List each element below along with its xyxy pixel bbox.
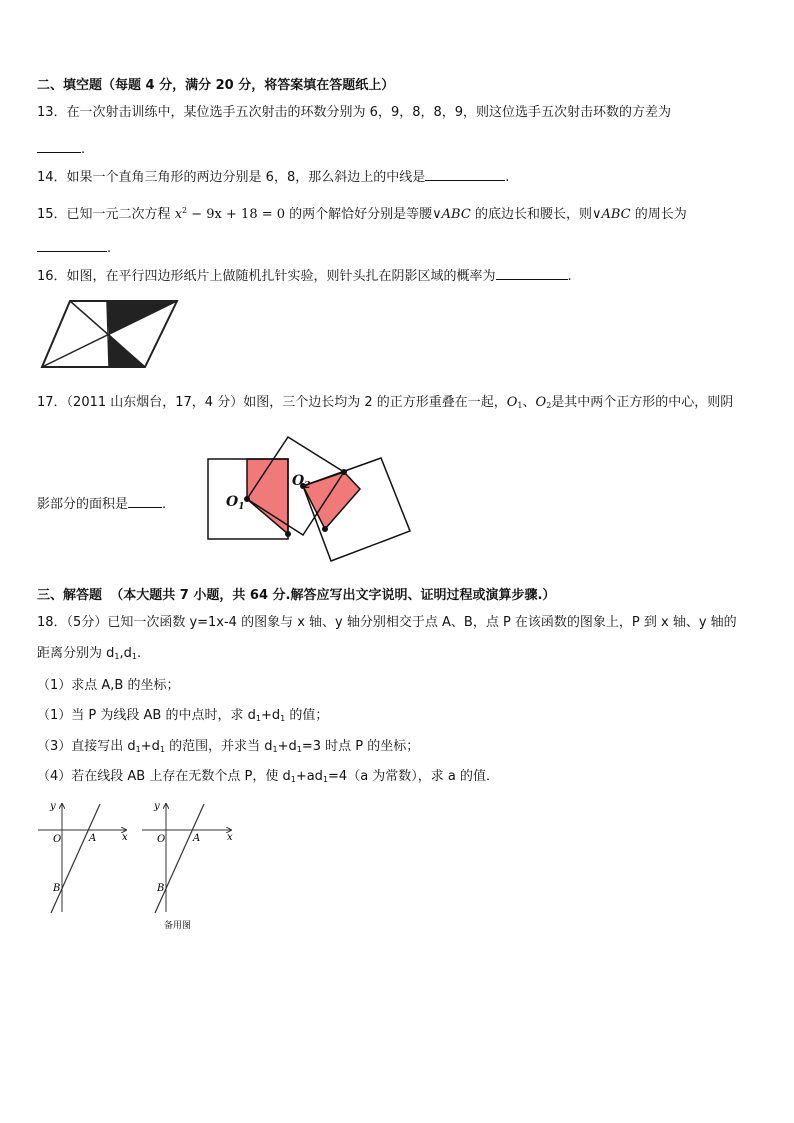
q18-p3-a: （3）直接写出 d [37,739,136,754]
q18-line2-sub2: 1 [131,652,137,661]
graph-2-x-label: x [227,832,233,843]
q18-p3-g: +d [277,739,297,754]
separator: 、 [522,395,536,410]
overlapping-squares-figure [200,432,415,567]
answer-blank-13[interactable] [37,139,81,153]
question-15-mid2: 的底边长和腰长，则 [470,207,592,222]
graph-2-y-label: y [154,801,160,812]
center-o2-subscript: 2 [546,401,552,410]
question-17-line2-text: 影部分的面积是 [37,497,129,512]
q18-p4-e: =4（a 为常数），求 a 的值． [328,769,500,784]
center-o1-subscript: 1 [517,401,523,410]
q18-line2-sub1: 1 [114,652,120,661]
question-14-text: 14．如果一个直角三角形的两边分别是 6，8，那么斜边上的中线是 [37,170,426,185]
graph-2 [142,801,233,931]
parallelogram-figure [40,296,180,371]
point-o1 [244,496,250,502]
q18-line2-end: . [136,646,142,661]
question-13 [37,104,671,122]
graph-1-point-b: B [53,883,61,894]
shaded-region-1 [247,459,288,534]
answer-blank-16[interactable] [496,266,568,280]
question-15 [37,202,687,224]
center-o1: O [506,395,518,410]
question-18-part-1: （1）求点 A,B 的坐标； [37,678,180,693]
q18-p2-sub2: 1 [280,714,286,723]
q18-p3-e: 的范围，并求当 d [165,739,273,754]
equation-exponent: 2 [182,206,188,215]
equation-variable: x [174,207,183,222]
question-17-lead: 17．（2011 山东烟台，17，4 分）如图，三个边长均为 2 的正方形重叠在一起， [37,395,507,410]
question-16-end: . [567,269,572,284]
graph-2-point-b: B [157,883,165,894]
q18-p2-sub1: 1 [255,714,261,723]
triangle-label-2: ∨ABC [591,207,631,222]
question-17 [37,394,733,415]
graph-1 [38,801,128,913]
question-18-part-3 [37,738,419,759]
section-3-title-main: 三、解答题 [37,588,103,603]
q18-p4-sub1: 1 [290,775,296,784]
graph-2-point-a: A [193,833,201,844]
question-17-end: . [162,497,167,512]
question-18-part-2 [37,707,328,728]
figure-label-o2-sub: 2 [304,481,311,491]
question-15-lead: 15．已知一元二次方程 [37,207,175,222]
q18-p4-a: （4）若在线段 AB 上存在无数个点 P，使 d [37,769,291,784]
q18-p3-c: +d [140,739,160,754]
graph-1-origin-label: O [53,834,62,845]
q18-p4-sub2: 1 [322,775,329,784]
question-13-answer-line [37,139,85,159]
question-13-text: 13．在一次射击训练中，某位选手五次射击的环数分别为 6，9，8，8，9，则这位选手五次射击环数的方差为 [37,105,672,120]
graph-1-point-a: A [89,833,97,844]
shaded-region-2 [303,472,360,529]
q18-p2-c: +d [260,708,281,723]
question-13-end: . [81,142,86,157]
answer-blank-17[interactable] [128,494,162,508]
question-16-text: 16．如图，在平行四边形纸片上做随机扎针实验，则针头扎在阴影区域的概率为 [37,269,496,284]
figure-label-o2: O [292,473,305,489]
figure-label-o1-sub: 1 [238,502,245,512]
q18-p2-a: （1）当 P 为线段 AB 的中点时，求 d [37,708,256,723]
question-15-end: . [107,241,112,256]
equation-rest: − 9x + 18 = 0 [187,207,286,222]
svg-text:O1 [226,494,244,512]
question-18-line1: 18．（5分）已知一次函数 y=1x-4 的图象与 x 轴、y 轴分别相交于点 A、B，点 P 在该函数的图象上，P 到 x 轴、y 轴的 [37,615,737,630]
function-graphs [36,800,236,935]
answer-blank-15[interactable] [37,238,107,252]
question-14 [37,167,509,187]
question-16 [37,266,572,286]
section-2-title: 二、填空题（每题 4 分，满分 20 分，将答案填在答题纸上） [37,78,395,93]
q18-p3-i: =3 时点 P 的坐标； [301,739,420,754]
q18-p2-e: 的值； [285,708,329,723]
section-3-title-note: （本大题共 7 小题，共 64 分.解答应写出文字说明、证明过程或演算步骤.） [110,588,556,603]
q18-p3-sub3: 1 [272,745,278,754]
question-17-line2 [37,494,166,514]
q18-p3-sub2: 1 [159,745,165,754]
question-15-tail: 的周长为 [630,207,687,222]
figure-label-o1: O [226,494,239,510]
q18-line2-a: 距离分别为 d [37,646,115,661]
question-15-mid: 的两个解恰好分别是等腰 [285,207,433,222]
graph-1-y-label: y [50,801,56,812]
question-18-part-4 [37,768,499,789]
backup-figure-caption: 备用图 [164,921,192,931]
q18-p3-sub1: 1 [135,745,141,754]
question-14-end: . [505,170,510,185]
answer-blank-14[interactable] [425,167,505,181]
q18-p4-c: +ad [295,769,323,784]
q18-p3-sub4: 1 [296,745,302,754]
graph-1-x-label: x [122,832,128,843]
section-3-title [37,587,555,605]
center-o2: O [535,395,547,410]
question-17-tail: 是其中两个正方形的中心，则阴 [551,395,734,410]
triangle-label: ∨ABC [432,207,471,222]
graph-2-origin-label: O [157,834,166,845]
svg-text:O2 [292,473,310,491]
question-15-answer-line [37,238,111,258]
question-18-line2 [37,645,141,666]
q18-line2-c: ,d [119,646,132,661]
